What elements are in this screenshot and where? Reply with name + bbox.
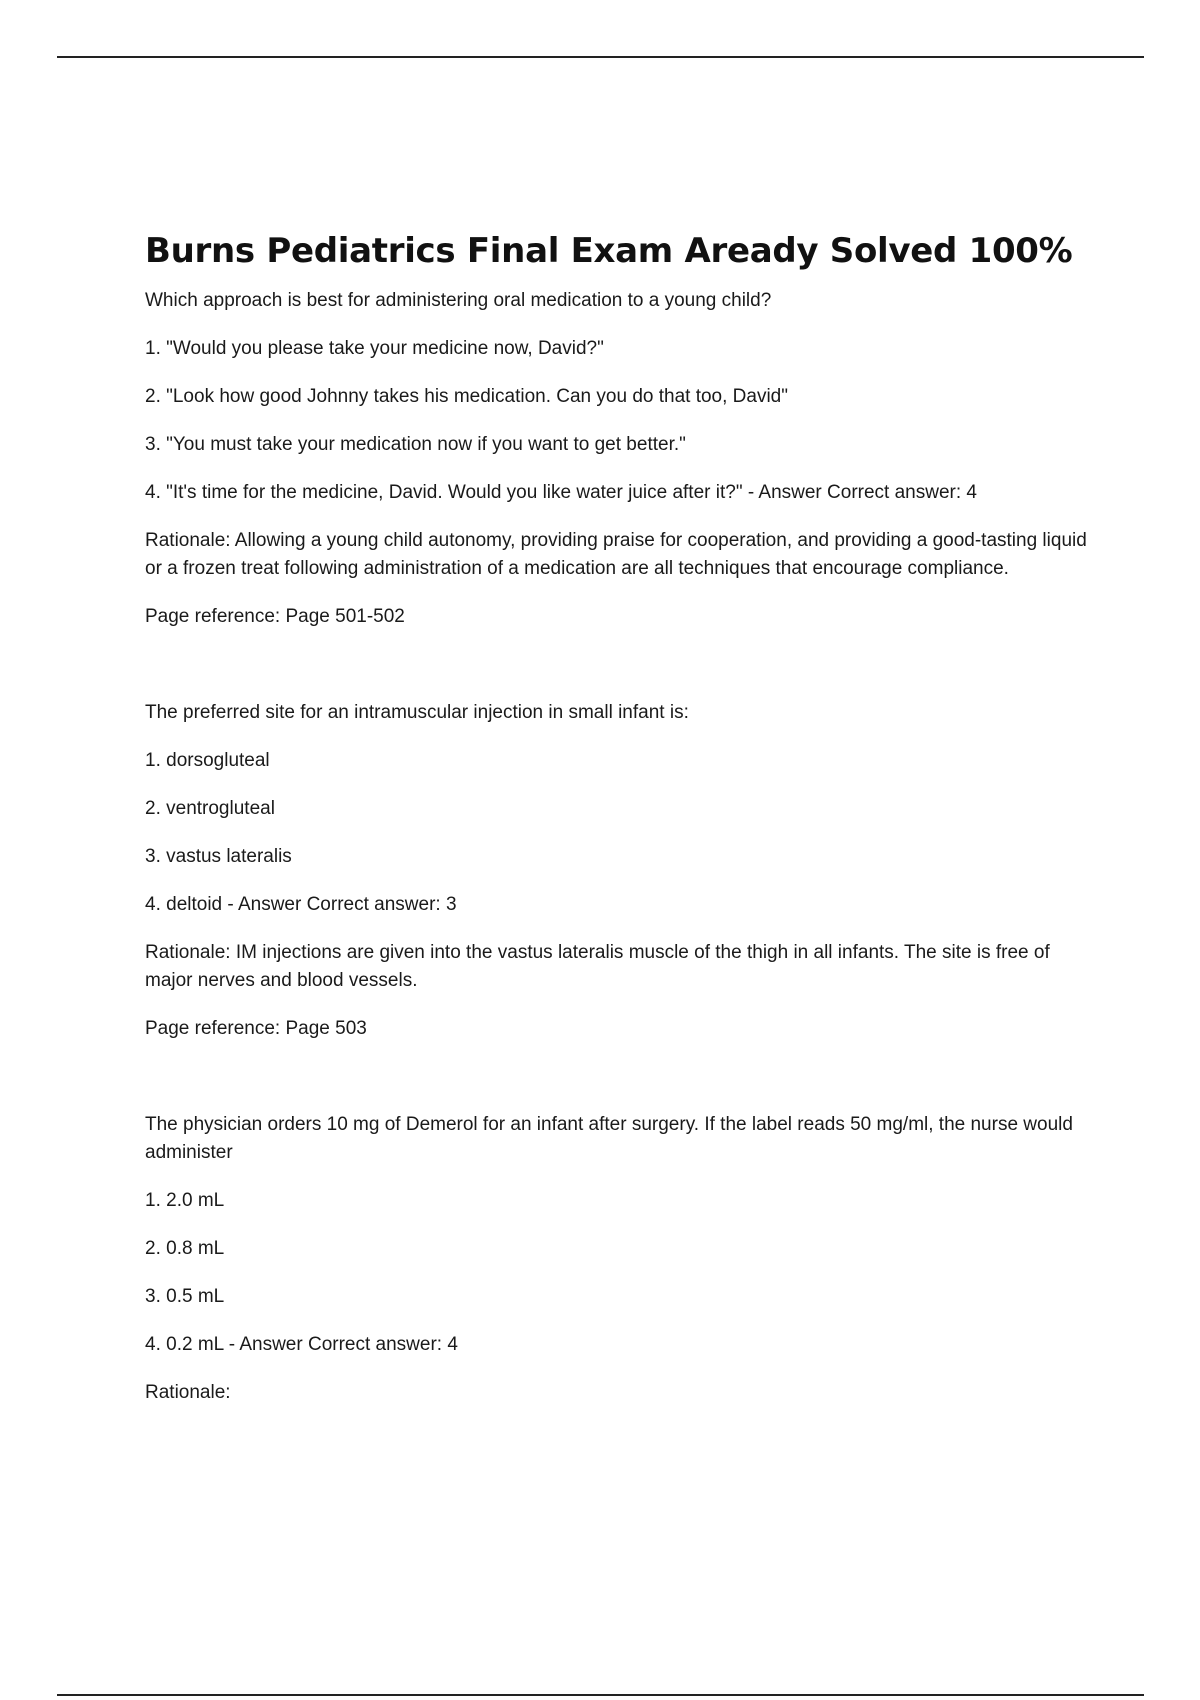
rationale-text: Rationale: IM injections are given into the vastus lateralis muscle of the thigh in all infants. The site is free of major nerves and blood vessels. (145, 942, 1050, 991)
page-reference: Page reference: Page 503 (145, 1018, 367, 1039)
question-text: Which approach is best for administering oral medication to a young child? (145, 290, 772, 311)
footer-divider (57, 1694, 1144, 1696)
answer-option: 1. "Would you please take your medicine now, David?" (145, 338, 604, 359)
answer-option: 1. dorsogluteal (145, 750, 270, 771)
answer-option: 1. 2.0 mL (145, 1190, 225, 1211)
question-block-3 (145, 1111, 1095, 1407)
rationale-text: Rationale: Allowing a young child autonomy, providing praise for cooperation, and providing a good-tasting liquid or a frozen treat following administration of a medication are all techniques that encourage compliance. (145, 530, 1087, 579)
question-text: The preferred site for an intramuscular injection in small infant is: (145, 702, 689, 723)
rationale-text: Rationale: (145, 1382, 231, 1403)
page-reference: Page reference: Page 501-502 (145, 606, 405, 627)
document-body (145, 225, 1095, 1427)
answer-option: 3. "You must take your medication now if you want to get better." (145, 434, 686, 455)
question-block-1 (145, 287, 1095, 631)
header-divider (57, 56, 1144, 58)
answer-option: 3. vastus lateralis (145, 846, 292, 867)
answer-option: 4. "It's time for the medicine, David. Would you like water juice after it?" - Answer Correct answer: 4 (145, 482, 977, 503)
answer-option: 4. deltoid - Answer Correct answer: 3 (145, 894, 457, 915)
answer-option: 2. ventrogluteal (145, 798, 275, 819)
answer-option: 2. "Look how good Johnny takes his medication. Can you do that too, David" (145, 386, 788, 407)
document-title: Burns Pediatrics Final Exam Aready Solved 100% (145, 231, 1073, 271)
answer-option: 4. 0.2 mL - Answer Correct answer: 4 (145, 1334, 458, 1355)
question-text: The physician orders 10 mg of Demerol for an infant after surgery. If the label reads 50 mg/ml, the nurse would administer (145, 1114, 1073, 1163)
answer-option: 3. 0.5 mL (145, 1286, 225, 1307)
question-block-2 (145, 699, 1095, 1043)
answer-option: 2. 0.8 mL (145, 1238, 225, 1259)
